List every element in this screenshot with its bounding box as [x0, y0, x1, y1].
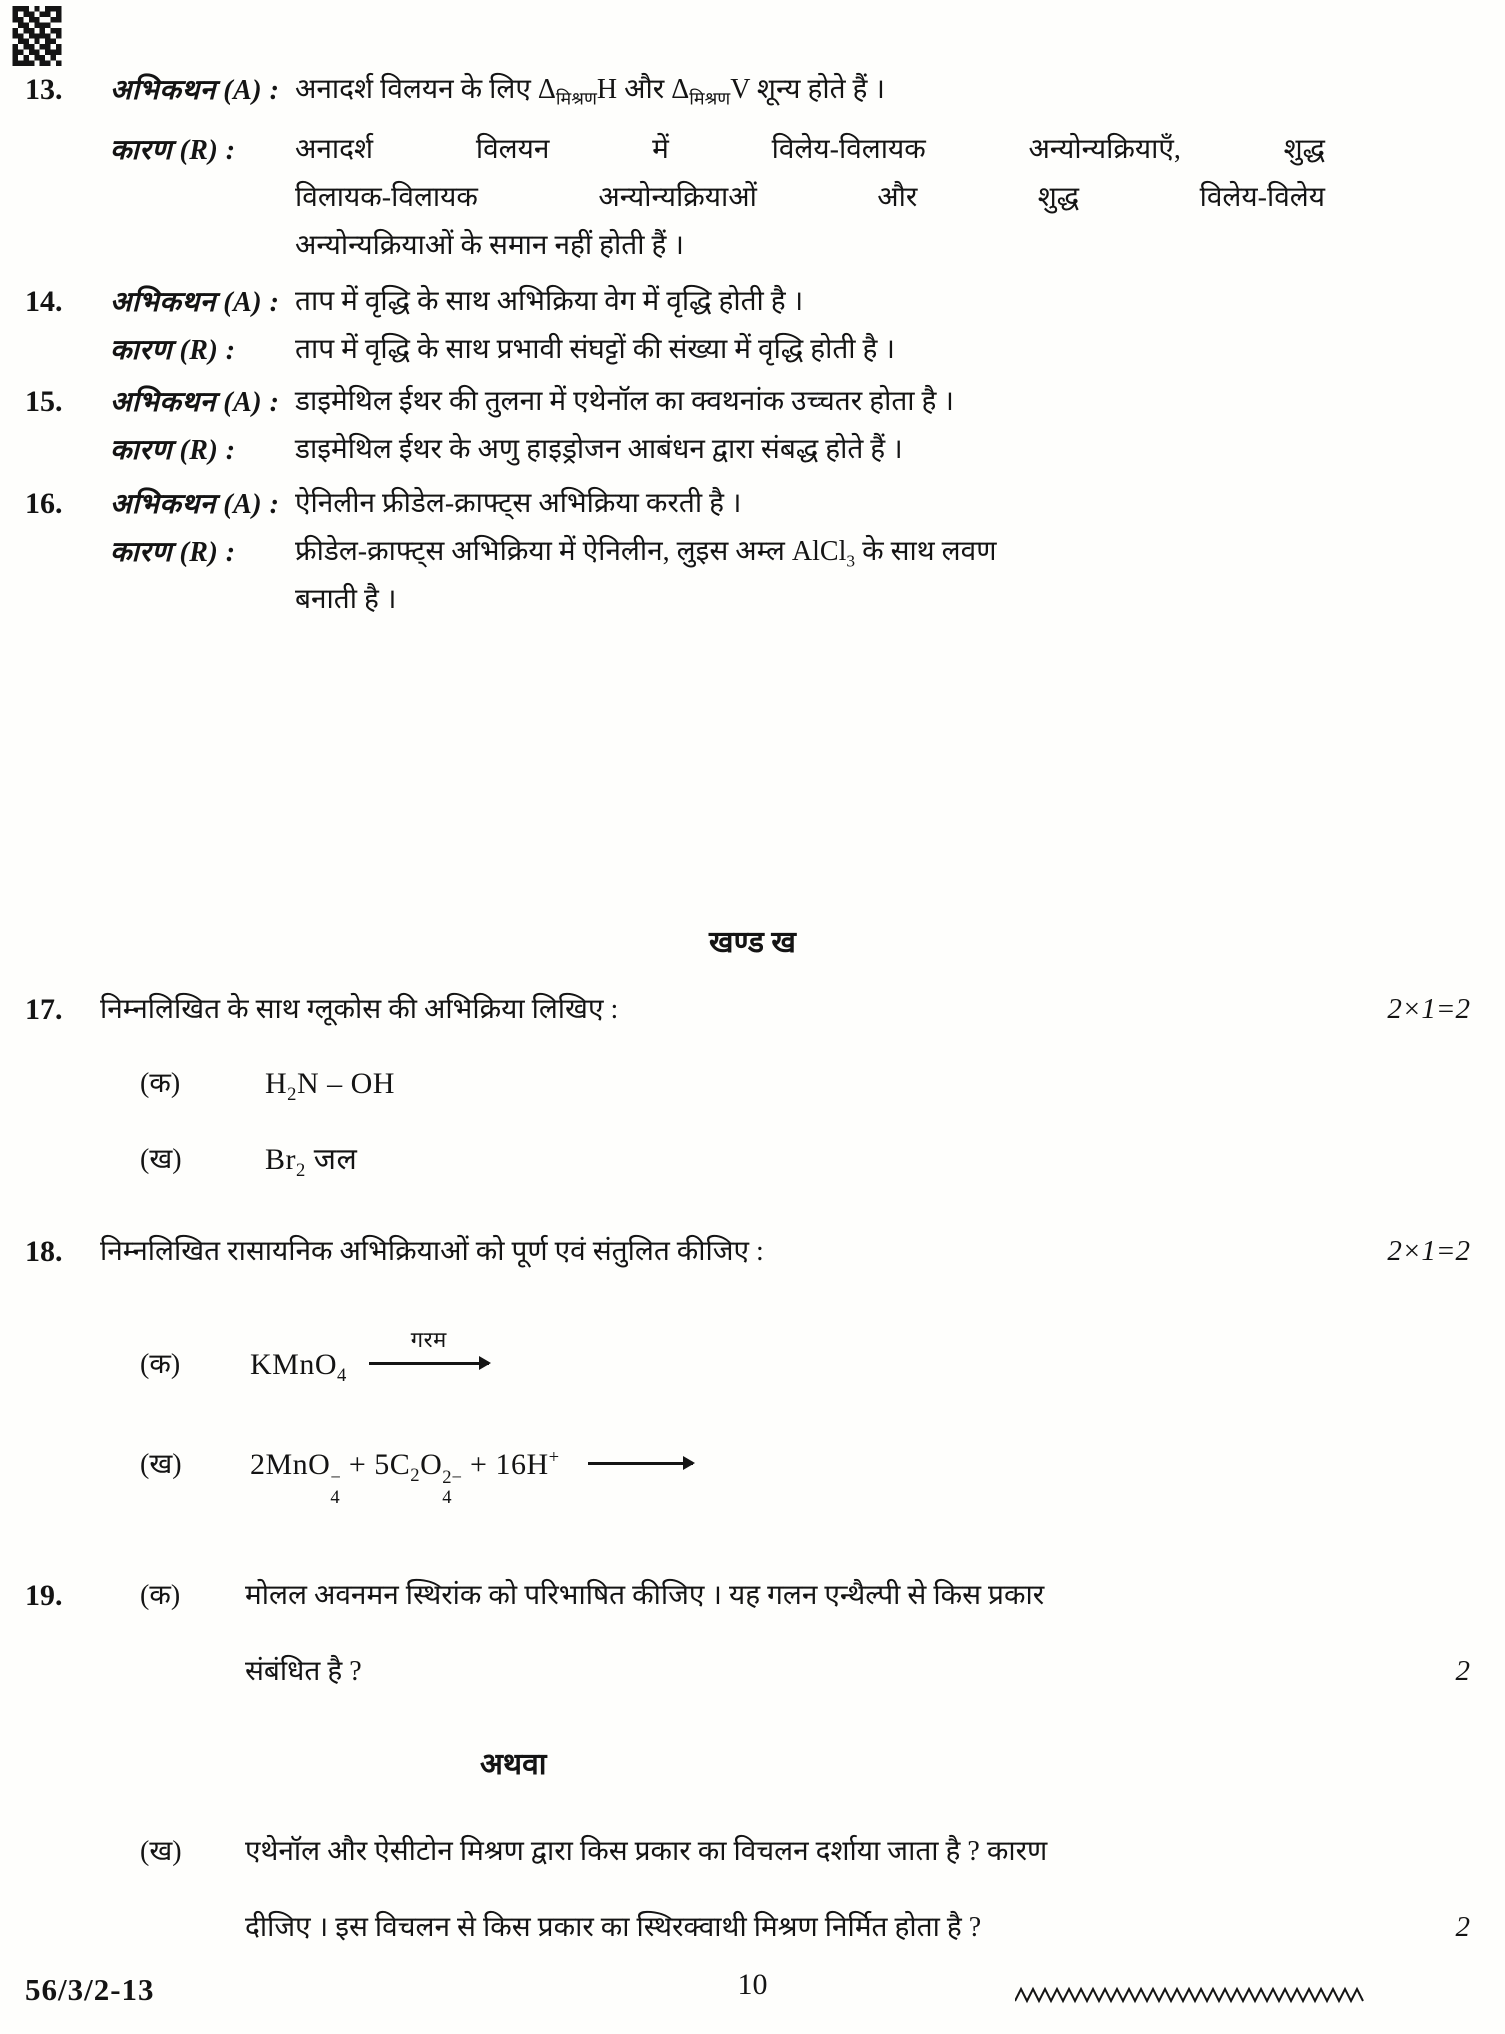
- reason-label: कारण (R) :: [110, 135, 236, 166]
- reason-text-line: अनादर्श विलयन में विलेय-विलायक अन्योन्यक्रियाएँ, शुद्ध: [295, 134, 1325, 165]
- assertion-label: अभिकथन (A) :: [110, 287, 280, 318]
- part-b-text-line: दीजिए । इस विचलन से किस प्रकार का स्थिरक्वाथी मिश्रण निर्मित होता है ?: [245, 1912, 982, 1943]
- page-number: 10: [737, 1968, 768, 2001]
- marks-value: 2×1=2: [1387, 1235, 1470, 1267]
- marks-value: 2: [1455, 1655, 1470, 1687]
- question-text: निम्नलिखित रासायनिक अभिक्रियाओं को पूर्ण एवं संतुलित कीजिए :: [100, 1236, 764, 1267]
- part-a-label: (क): [140, 1580, 181, 1611]
- marks-value: 2: [1455, 1911, 1470, 1943]
- reaction-arrow: [369, 1327, 489, 1365]
- assertion-label: अभिकथन (A) :: [110, 489, 280, 520]
- part-a-text-line: मोलल अवनमन स्थिरांक को परिभाषित कीजिए । यह गलन एन्थैल्पी से किस प्रकार: [245, 1580, 1045, 1611]
- delta-mix-subscript: मिश्रण: [689, 88, 731, 109]
- formula-br2-water: $Br_2$ जल: [265, 1143, 358, 1181]
- reason-text: ताप में वृद्धि के साथ प्रभावी संघट्टों की संख्या में वृद्धि होती है ।: [295, 334, 896, 365]
- reason-text-line: विलायक-विलायक अन्योन्यक्रियाओं और शुद्ध विलेय-विलेय: [295, 182, 1325, 213]
- part-b-label: (ख): [140, 1836, 182, 1867]
- qr-code-icon: [12, 6, 62, 66]
- question-number: 18.: [25, 1235, 63, 1268]
- assertion-text: ताप में वृद्धि के साथ अभिक्रिया वेग में वृद्धि होती है ।: [295, 286, 804, 317]
- question-number: 16.: [25, 487, 63, 520]
- marks-value: 2×1=2: [1387, 993, 1470, 1025]
- part-a-label: (क): [140, 1068, 181, 1099]
- delta-mix-subscript: मिश्रण: [555, 88, 597, 109]
- reason-text-line: अन्योन्यक्रियाओं के समान नहीं होती हैं ।: [295, 230, 684, 261]
- reason-label: कारण (R) :: [110, 435, 236, 466]
- reason-text-line: बनाती है ।: [295, 584, 397, 615]
- question-number: 17.: [25, 993, 63, 1026]
- question-number: 13.: [25, 73, 63, 106]
- formula-h2n-oh: $H_2N$ – OH: [265, 1067, 395, 1105]
- reason-label: कारण (R) :: [110, 335, 236, 366]
- part-b-label: (ख): [140, 1144, 182, 1175]
- assertion-text: अनादर्श विलयन के लिए $\Delta_{मिश्रण}H$ और $\Delta_{मिश्रण}V$ शून्य होते हैं ।: [295, 74, 886, 109]
- alcl3-subscript: 3: [846, 551, 856, 571]
- assertion-text: डाइमेथिल ईथर की तुलना में एथेनॉल का क्वथनांक उच्चतर होता है ।: [295, 386, 955, 417]
- part-a-label: (क): [140, 1349, 181, 1380]
- wavy-line-decoration: [1015, 1984, 1367, 2006]
- paper-code: 56/3/2-13: [25, 1972, 155, 2007]
- reason-text-line: फ्रीडेल-क्राफ्ट्स अभिक्रिया में ऐनिलीन, लुइस अम्ल AlCl$_3$ के साथ लवण: [295, 536, 997, 571]
- equation-kmno4-heat: KMnO$_4$ गरम: [250, 1345, 489, 1384]
- charge-stack: − 4: [330, 1467, 341, 1508]
- part-b-label: (ख): [140, 1449, 182, 1480]
- question-number: 14.: [25, 285, 63, 318]
- equation-permanganate-oxalate: 2MnO − 4 + $5C_2O$ 2− 4 + 16H+: [250, 1445, 693, 1507]
- arrow-condition-label: गरम: [410, 1327, 447, 1352]
- reaction-arrow: [588, 1462, 693, 1465]
- reason-label: कारण (R) :: [110, 537, 236, 568]
- question-number: 19.: [25, 1579, 63, 1612]
- part-a-text-line: संबंधित है ?: [245, 1656, 362, 1687]
- question-number: 15.: [25, 385, 63, 418]
- section-b-heading: खण्ड ख: [709, 926, 796, 959]
- or-separator-label: अथवा: [480, 1748, 547, 1781]
- charge-stack: 2− 4: [442, 1467, 463, 1508]
- part-b-text-line: एथेनॉल और ऐसीटोन मिश्रण द्वारा किस प्रकार का विचलन दर्शाया जाता है ? कारण: [245, 1836, 1048, 1867]
- reason-text: डाइमेथिल ईथर के अणु हाइड्रोजन आबंधन द्वारा संबद्ध होते हैं ।: [295, 434, 903, 465]
- question-text: निम्नलिखित के साथ ग्लूकोस की अभिक्रिया लिखिए :: [100, 994, 619, 1025]
- assertion-label: अभिकथन (A) :: [110, 75, 280, 106]
- assertion-label: अभिकथन (A) :: [110, 387, 280, 418]
- assertion-text: ऐनिलीन फ्रीडेल-क्राफ्ट्स अभिक्रिया करती है ।: [295, 488, 742, 519]
